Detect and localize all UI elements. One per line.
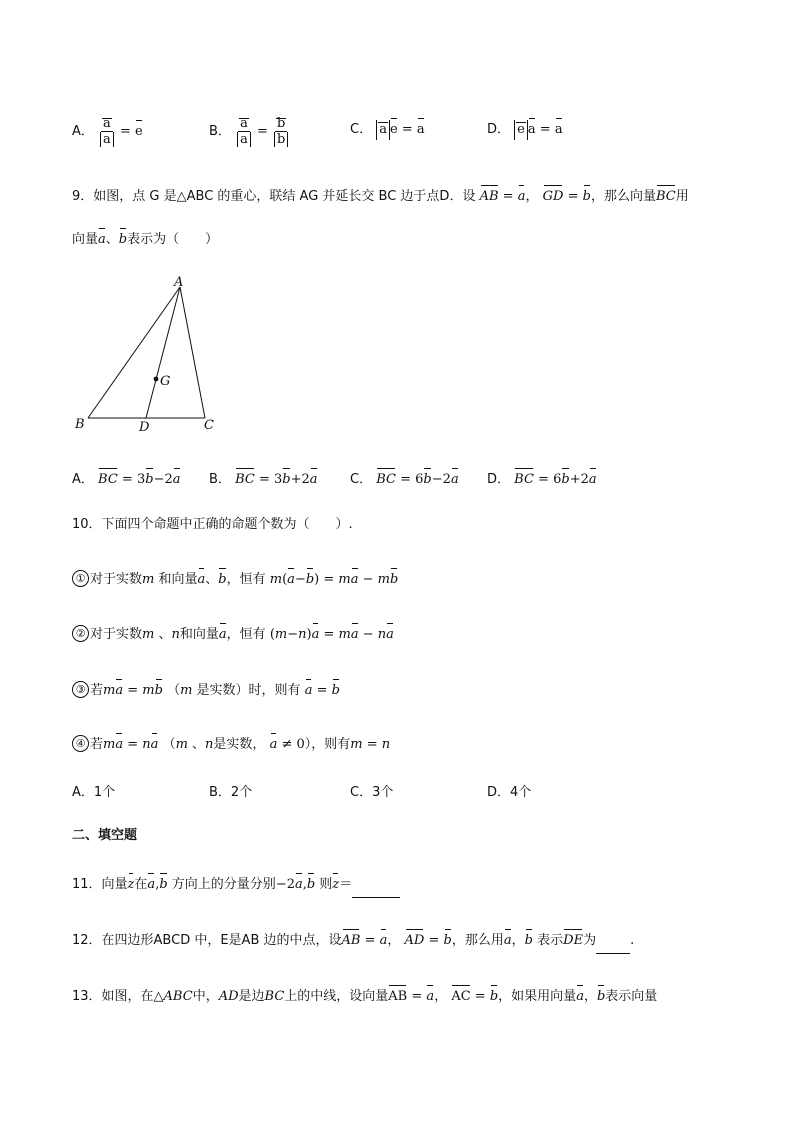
q10-statement-1: ① 对于实数m 和向量a、b，恒有 m(a−b) = ma − mb [72, 566, 398, 590]
q10-option-a: A．1个 [72, 785, 116, 800]
q8-option-a: A． $\frac{a}{a}$ = e [72, 116, 143, 147]
side-ac [180, 287, 205, 418]
q11: 11．向量z在a,b 方向上的分量分别−2a,b 则z＝ [72, 871, 400, 898]
q13: 13．如图，在△ABC中，AD是边BC上的中线，设向量AB = a， AC = b，如果用向量a，b表示向量 [72, 983, 657, 1007]
q8-option-c: C． a e = a [350, 116, 425, 140]
label-b: B [75, 417, 85, 432]
q8-option-d: D． e a = a [487, 116, 563, 140]
answer-blank [352, 877, 400, 898]
q9-option-c: C． BC = 6b−2a [350, 466, 459, 490]
q10-option-b: B．2个 [209, 785, 253, 800]
q12: 12．在四边形ABCD 中，E是AB 边的中点，设AB = a， AD = b，那么用a，b 表示DE为 . [72, 927, 634, 954]
q9-option-b: B． BC = 3b+2a [209, 466, 318, 490]
q10-statement-2: ② 对于实数m 、n和向量a，恒有 (m−n)a = ma − na [72, 621, 394, 645]
label-g: G [160, 374, 171, 389]
q9-option-d: D． BC = 6b+2a [487, 466, 597, 490]
q9-stem-line2: 向量a、b表示为（ ） [72, 226, 218, 250]
q10-statement-4: ④ 若ma = na （m 、n是实数， a ≠ 0），则有m = n [72, 731, 390, 755]
side-ab [88, 287, 180, 418]
q10-statement-3: ③ 若ma = mb （m 是实数）时，则有 a = b [72, 677, 340, 701]
label-d: D [139, 420, 150, 435]
q10-stem: 10．下面四个命题中正确的命题个数为（ ）. [72, 517, 353, 532]
q10-option-d: D．4个 [487, 785, 532, 800]
q9-option-a: A． BC = 3b−2a [72, 466, 181, 490]
q10-option-c: C．3个 [350, 785, 394, 800]
section-heading: 二、填空题 [72, 828, 138, 843]
q8-option-b: B． $\frac{a}{a}$ = $\frac{b}{b}$ [209, 116, 290, 147]
centroid-point [154, 377, 159, 382]
median-ad [146, 287, 180, 418]
label-c: C [204, 418, 214, 433]
triangle-figure [70, 272, 230, 437]
label-a: A [174, 275, 184, 290]
answer-blank [596, 933, 630, 954]
q9-stem-line1: 9．如图，点 G 是△ABC 的重心，联结 AG 并延长交 BC 边于点D．设 AB = a， GD = b，那么向量BC用 [72, 183, 689, 207]
